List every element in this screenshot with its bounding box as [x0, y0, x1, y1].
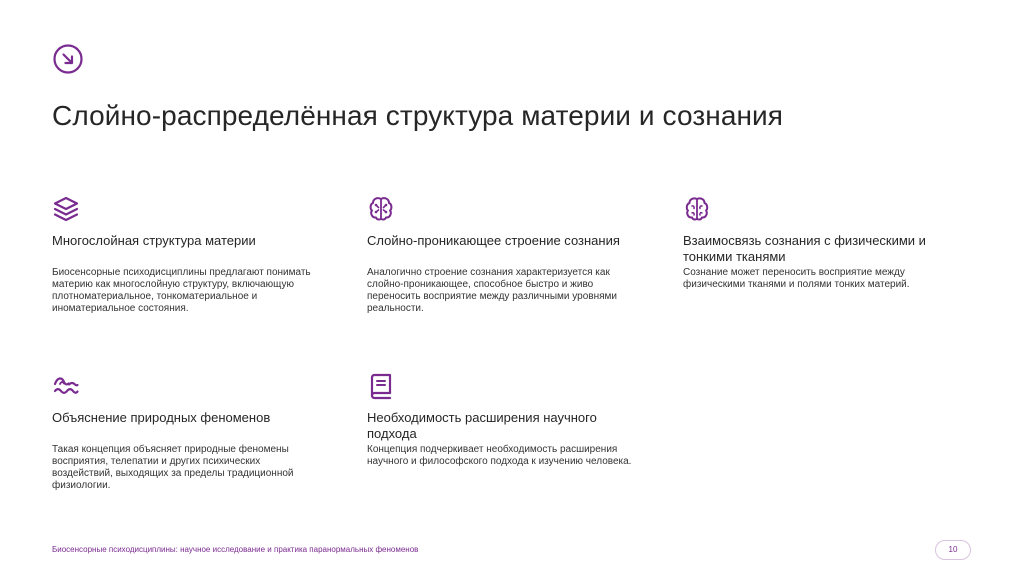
brain-circuit-icon — [367, 195, 395, 223]
page-number-badge: 10 — [935, 540, 971, 560]
layers-icon — [52, 195, 80, 223]
card-text: Такая концепция объясняет природные феномены восприятия, телепатии и других психических воздействий, выходящих за пределы традиционной физиологии. — [52, 444, 294, 491]
card-natural-phenomena — [52, 372, 332, 491]
arrow-down-right-circle-icon — [52, 43, 84, 75]
card-title: Взаимосвязь сознания с физическими и тонкими тканями — [683, 233, 926, 264]
footer-text: Биосенсорные психодисциплины: научное исследование и практика паранормальных феноменов — [52, 545, 419, 554]
card-title: Многослойная структура материи — [52, 233, 256, 248]
card-text: Биосенсорные психодисциплины предлагают понимать материю как многослойную структуру, включающую плотноматериальное, тонкоматериальное и иноматериальное состояния. — [52, 267, 311, 314]
card-text: Сознание может переносить восприятие между физическими тканями и полями тонких материй. — [683, 267, 910, 290]
card-title: Необходимость расширения научного подхода — [367, 410, 597, 441]
book-icon — [367, 372, 395, 400]
card-text: Концепция подчеркивает необходимость расширения научного и философского подхода к изучению человека. — [367, 444, 632, 467]
brain-icon — [683, 195, 711, 223]
card-consciousness-structure — [367, 195, 647, 314]
card-title: Объяснение природных феноменов — [52, 410, 271, 425]
card-layered-matter — [52, 195, 332, 314]
card-text: Аналогично строение сознания характеризуется как слойно-проникающее, способное быстро и живо переносить восприятие между различными уровнями реальности. — [367, 267, 617, 314]
card-title: Слойно-проникающее строение сознания — [367, 233, 620, 248]
waves-icon — [52, 372, 80, 400]
card-consciousness-tissues — [683, 195, 963, 290]
card-scientific-approach — [367, 372, 647, 467]
page-title: Слойно-распределённая структура материи и сознания — [52, 100, 784, 131]
